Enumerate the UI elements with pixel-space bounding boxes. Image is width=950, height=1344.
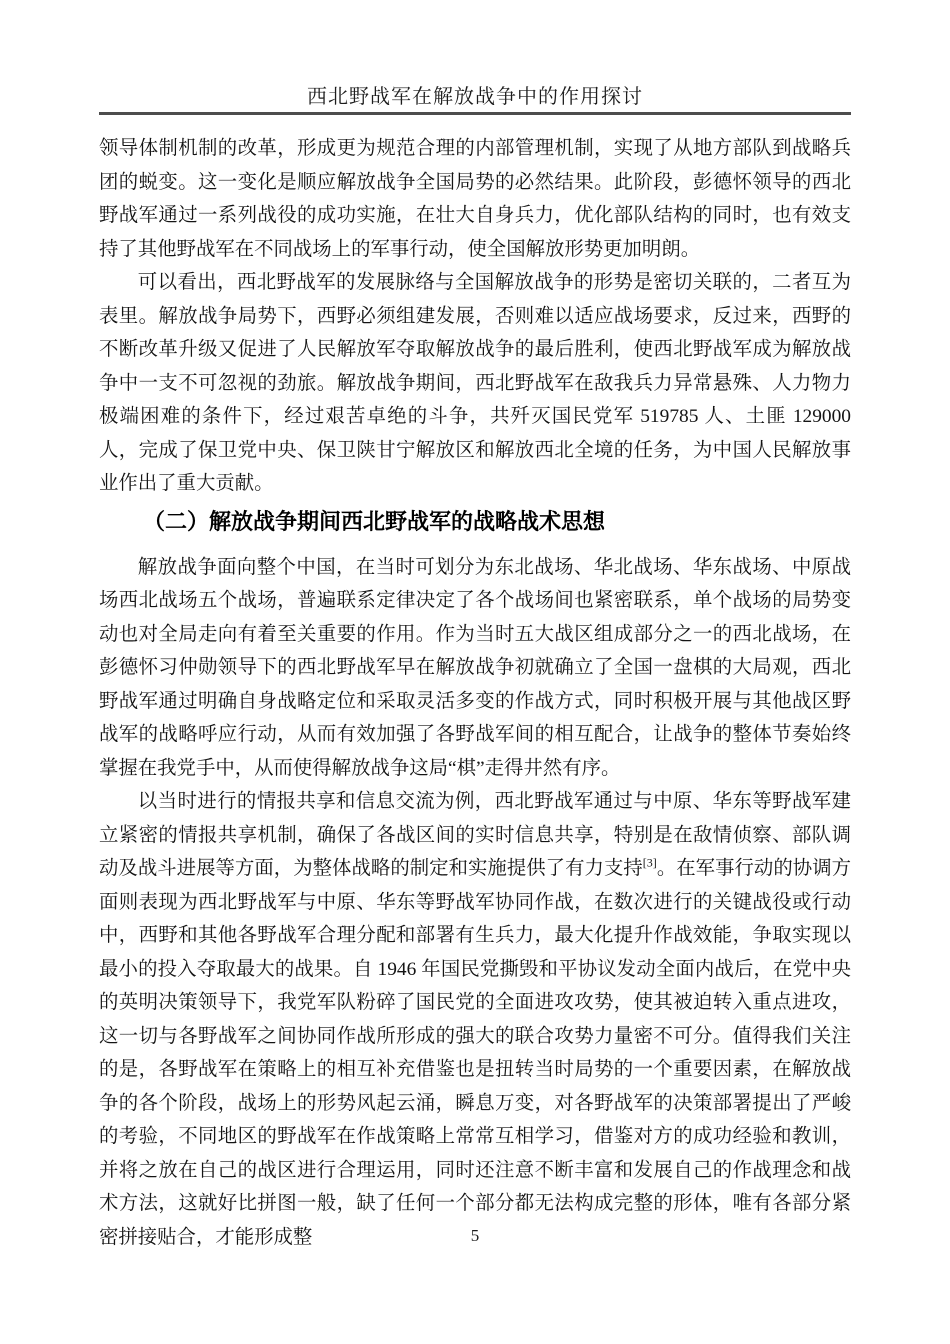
page-header (99, 0, 851, 115)
body-paragraph-summary: 可以看出，西北野战军的发展脉络与全国解放战争的形势是密切关联的，二者互为表里。解放战争局势下，西野必须组建发展，否则难以适应战场要求，反过来，西野的不断改革升级又促进了人民解放军夺取解放战争的最后胜利，使西北野战军成为解放战争中一支不可忽视的劲旅。解放战争期间，西北野战军在敌我兵力异常悬殊、人力物力极端困难的条件下，经过艰苦卓绝的斗争，共歼灭国民党军 519785 人、土匪 129000 人，完成了保卫党中央、保卫陕甘宁解放区和解放西北全境的任务，为中国人民解放事业作出了重大贡献。 (99, 272, 851, 494)
body-paragraph-strategy: 解放战争面向整个中国，在当时可划分为东北战场、华北战场、华东战场、中原战场西北战场五个战场，普遍联系定律决定了各个战场间也紧密联系，单个战场的局势变动也对全局走向有着至关重要的作用。作为当时五大战区组成部分之一的西北战场，在彭德怀习仲勋领导下的西北野战军早在解放战争初就确立了全国一盘棋的大局观，西北野战军通过明确自身战略定位和采取灵活多变的作战方式，同时积极开展与其他战区野战军的战略呼应行动，从而有效加强了各野战军间的相互配合，让战争的整体节奏始终掌握在我党手中，从而使得解放战争这局“棋”走得井然有序。 (99, 556, 851, 779)
citation-superscript: [3] (642, 855, 657, 870)
running-head-title: 西北野战军在解放战争中的作用探讨 (307, 86, 643, 108)
document-body (99, 132, 851, 1254)
page-number: 5 (470, 1226, 480, 1245)
page-footer (0, 1226, 950, 1246)
paragraph-text-before-citation: 以当时进行的情报共享和信息交流为例，西北野战军通过与中原、华东等野战军建立紧密的情报共享机制，确保了各战区间的实时信息共享，特别是在敌情侦察、部队调动及战斗进展等方面，为整体战略的制定和实施提供了有力支持 (99, 791, 851, 879)
body-paragraph-coordination (99, 785, 851, 1254)
section-heading-two: （二）解放战争期间西北野战军的战略战术思想 (143, 508, 606, 534)
paragraph-text-after-citation: 。在军事行动的协调方面则表现为西北野战军与中原、华东等野战军协同作战，在数次进行的关键战役或行动中，西野和其他各野战军合理分配和部署有生兵力，最大化提升作战效能，争取实现以最小的投入夺取最大的战果。自 1946 年国民党撕毁和平协议发动全面内战后，在党中央的英明决策领导下，我党军队粉碎了国民党的全面进攻攻势，使其被迫转入重点进攻，这一切与各野战军之间协同作战所形成的强大的联合攻势力量密不可分。值得我们关注的是，各野战军在策略上的相互补充借鉴也是扭转当时局势的一个重要因素，在解放战争的各个阶段，战场上的形势风起云涌，瞬息万变，对各野战军的决策部署提出了严峻的考验，不同地区的野战军在作战策略上常常互相学习，借鉴对方的成功经验和教训，并将之放在自己的战区进行合理运用，同时还注意不断丰富和发展自己的作战理念和战术方法，这就好比拼图一般，缺了任何一个部分都无法构成完整的形体，唯有各部分紧密拼接贴合，才能形成整 (99, 858, 852, 1248)
body-paragraph-continuation: 领导体制机制的改革，形成更为规范合理的内部管理机制，实现了从地方部队到战略兵团的蜕变。这一变化是顺应解放战争全国局势的必然结果。此阶段，彭德怀领导的西北野战军通过一系列战役的成功实施，在壮大自身兵力，优化部队结构的同时，也有效支持了其他野战军在不同战场上的军事行动，使全国解放形势更加明朗。 (99, 138, 851, 260)
header-divider (99, 112, 851, 115)
